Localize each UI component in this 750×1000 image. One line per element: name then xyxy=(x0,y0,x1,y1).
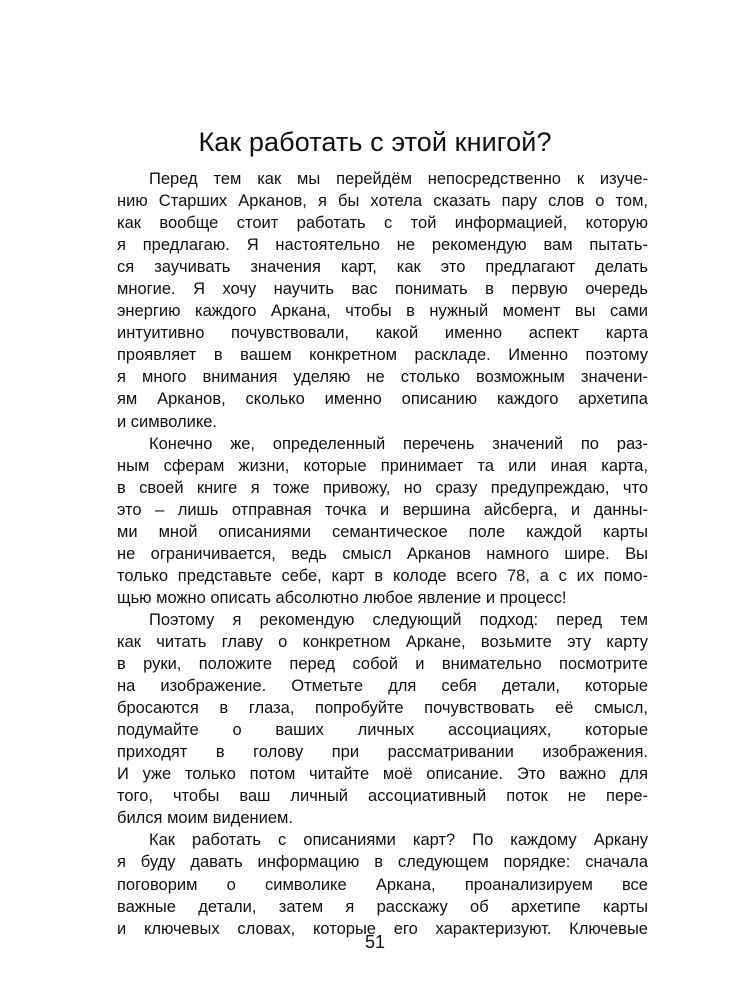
text-line: Перед тем как мы перейдём непосредственно к изуче- xyxy=(149,170,648,188)
text-line: не ограничивается, ведь смысл Арканов намного шире. Вы xyxy=(117,544,648,563)
text-line: нию Старших Арканов, я бы хотела сказать пару слов о том, xyxy=(117,192,648,211)
text-line: как вообще стоит работать с той информацией, которую xyxy=(117,214,648,233)
chapter-title: Как работать с этой книгой? xyxy=(198,127,552,157)
text-line: в руки, положите перед собой и внимательно посмотрите xyxy=(117,655,648,674)
text-line: многие. Я хочу научить вас понимать в первую очередь xyxy=(117,280,648,299)
text-line: как читать главу о конкретном Аркане, возьмите эту карту xyxy=(117,632,648,651)
body-text xyxy=(117,168,648,940)
text-line: подумайте о ваших личных ассоциациях, которые xyxy=(117,721,648,740)
text-line: поговорим о символике Аркана, проанализируем все xyxy=(117,875,648,894)
text-line: важные детали, затем я расскажу об архетипе карты xyxy=(117,897,648,916)
text-line: ям Арканов, сколько именно описанию каждого архетипа xyxy=(117,390,648,409)
text-line: Конечно же, определенный перечень значений по раз- xyxy=(149,434,648,453)
text-line: проявляет в вашем конкретном раскладе. Именно поэтому xyxy=(117,346,648,365)
text-line: Поэтому я рекомендую следующий подход: перед тем xyxy=(149,610,648,629)
text-line: это – лишь отправная точка и вершина айсберга, и данны- xyxy=(117,500,648,519)
text-line: я много внимания уделяю не столько возможным значени- xyxy=(117,368,648,387)
text-line: И уже только потом читайте моё описание. Это важно для xyxy=(117,765,648,784)
text-line: щью можно описать абсолютно любое явление и процесс! xyxy=(117,588,567,607)
text-line: бросаются в глаза, попробуйте почувствовать её смысл, xyxy=(117,699,648,718)
text-line: в своей книге я тоже привожу, но сразу предупреждаю, что xyxy=(117,478,648,497)
text-line: я буду давать информацию в следующем порядке: сначала xyxy=(117,853,648,872)
text-line: интуитивно почувствовали, какой именно аспект карта xyxy=(117,324,648,343)
text-line: я предлагаю. Я настоятельно не рекомендую вам пытать- xyxy=(117,236,648,255)
text-line: Как работать с описаниями карт? По каждому Аркану xyxy=(149,831,648,850)
text-line: ся заучивать значения карт, как это предлагают делать xyxy=(117,258,648,277)
text-line: и ключевых словах, которые его характеризуют. Ключевые xyxy=(117,919,648,938)
text-line: энергию каждого Аркана, чтобы в нужный момент вы сами xyxy=(117,302,648,321)
text-line: на изображение. Отметьте для себя детали, которые xyxy=(117,677,648,696)
text-line: и символике. xyxy=(117,412,218,431)
page-number: 51 xyxy=(364,932,386,952)
text-line: ным сферам жизни, которые принимает та или иная карта, xyxy=(117,456,648,475)
text-line: бился моим видением. xyxy=(117,809,293,828)
text-line: того, чтобы ваш личный ассоциативный поток не пере- xyxy=(117,787,648,806)
text-line: ми мной описаниями семантическое поле каждой карты xyxy=(117,522,648,541)
text-line: только представьте себе, карт в колоде всего 78, а с их помо- xyxy=(117,566,648,585)
text-line: приходят в голову при рассматривании изображения. xyxy=(117,743,648,762)
